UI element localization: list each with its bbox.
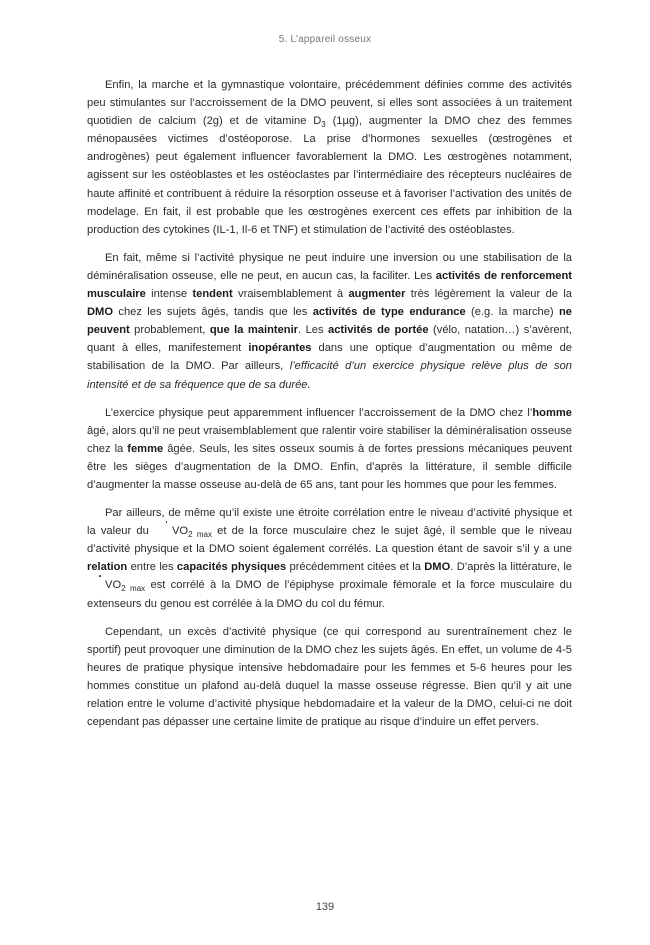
text-run: En fait, même si l’activité physique ne peut induire une inversion ou une stabilisation de la déminéralisation osseuse, elle ne peut, en aucun cas, la faciliter. Les <box>87 251 572 282</box>
text-run: très légèrement la valeur de la <box>405 288 572 301</box>
text-run: et de la force musculaire chez le sujet âgé, il semble que le niveau d’activité physique et la DMO soient également corrélés. La question étant de savoir s’il y a une <box>87 525 572 556</box>
text-run: âgée. Seuls, les sites osseux soumis à de fortes pressions mécaniques peuvent être les sièges d’augmentation de la DMO. Enfin, d’après la littérature, il semble difficile d’augmenter la masse osseuse au-delà de 65 ans, tant pour les hommes que pour les femmes. <box>87 442 572 491</box>
bold-term: inopérantes <box>248 342 312 355</box>
bold-term: DMO <box>87 306 113 319</box>
text-run: est corrélé à la DMO de l’épiphyse proximale fémorale et la force musculaire du extenseurs du genou est corrélée à la DMO du col du fémur. <box>87 579 573 610</box>
bold-term: activités de type endurance <box>312 306 466 319</box>
text-run: . D’après la littérature, le <box>450 561 572 574</box>
bold-term: activités de renforcement musculaire <box>87 269 572 301</box>
subscript: 2 max <box>121 584 146 594</box>
text-run: O <box>179 525 189 538</box>
text-run: (e.g. la marche) <box>465 306 559 319</box>
subscript: 2 max <box>188 529 212 539</box>
bold-term: capacités physiques <box>176 561 287 574</box>
paragraph <box>87 504 572 613</box>
text-run: Enfin, la marche et la gymnastique volontaire, précédemment définies comme des activités peu stimulantes sur l’accroissement de la DMO peuvent, si elles sont associées à un traitement quotidien de calcium (2g) et de vitamine D <box>87 79 572 128</box>
bold-term: activités de portée <box>328 324 429 337</box>
text-run: âgé, alors qu’il ne peut vraisemblablement que ralentir voire stabiliser la déminéralisation osseuse chez la <box>87 424 572 455</box>
bold-term: DMO <box>424 561 451 574</box>
text-run: dans une optique d’augmentation ou même de stabilisation de la DMO. Par ailleurs, <box>87 342 572 373</box>
italic-text: l’efficacité d’un exercice physique relève plus de son intensité et de sa fréquence que de sa durée. <box>87 360 572 391</box>
running-head: 5. L’appareil osseux <box>278 34 372 45</box>
body-text <box>87 76 572 741</box>
text-run: Cependant, un excès d’activité physique (ce qui correspond au surentraînement chez le sportif) peut provoquer une diminution de la DMO chez les sujets âgés. En effet, un volume de 4-5 heures de pratique physique intensive hebdomadaire pour les femmes et 5-6 heures pour les hommes constitue un plafond au-delà duquel la masse osseuse régresse. Bien qu’il y ait une relation entre le volume d’activité physique hebdomadaire et la valeur de la DMO, celui-ci ne doit cependant pas dépasser une certaine limite de pratique au risque d’induire un effet pervers. <box>87 625 572 729</box>
paragraph <box>87 404 572 494</box>
text-run: intense <box>145 288 193 301</box>
page-number: 139 <box>315 901 335 913</box>
text-run: probablement, <box>129 324 210 337</box>
vdot-symbol: V <box>154 522 179 540</box>
text-run: précédemment citées et la <box>286 561 425 574</box>
paragraph <box>87 623 572 732</box>
text-run: L’exercice physique peut apparemment influencer l’accroissement de la DMO chez l’ <box>105 406 533 419</box>
text-run: chez les sujets âgés, tandis que les <box>113 306 313 319</box>
subscript: 3 <box>321 119 326 129</box>
bold-term: relation <box>87 561 128 574</box>
bold-term: que la maintenir <box>209 324 299 337</box>
text-run: entre les <box>127 561 177 574</box>
text-run: O <box>112 579 122 592</box>
bold-term: homme <box>532 406 572 419</box>
paragraph <box>87 76 572 239</box>
text-run: . Les <box>298 324 329 337</box>
bold-term: ne peuvent <box>87 306 573 337</box>
text-run: vraisemblablement à <box>232 288 349 301</box>
text-run: (vélo, natation…) s’avèrent, quant à elles, manifestement <box>87 324 572 355</box>
vdot-symbol: V <box>87 576 112 594</box>
text-run: (1µg), augmenter la DMO chez des femmes ménopausées victimes d’ostéoporose. La prise d’hormones sexuelles (œstrogènes et androgènes) peut également influencer favorablement la DMO. Les œstrogènes notamment, agissent sur les ostéoblastes et les ostéoclastes par l’intermédiaire des récepteurs nucléaires de haute affinité et contribuent à réduire la résorption osseuse et à favoriser l’activation des unités de modelage. En fait, il est probable que les œstrogènes exercent ces effets par inhibition de la production des cytokines (IL-1, Il-6 et TNF) et stimulation de l’activité des ostéoblastes. <box>87 115 572 236</box>
paragraph <box>87 249 572 394</box>
bold-term: femme <box>127 442 164 455</box>
bold-term: tendent <box>192 288 233 301</box>
text-run: Par ailleurs, de même qu’il existe une étroite corrélation entre le niveau d’activité physique et la valeur du <box>87 507 572 538</box>
bold-term: augmenter <box>348 288 406 301</box>
